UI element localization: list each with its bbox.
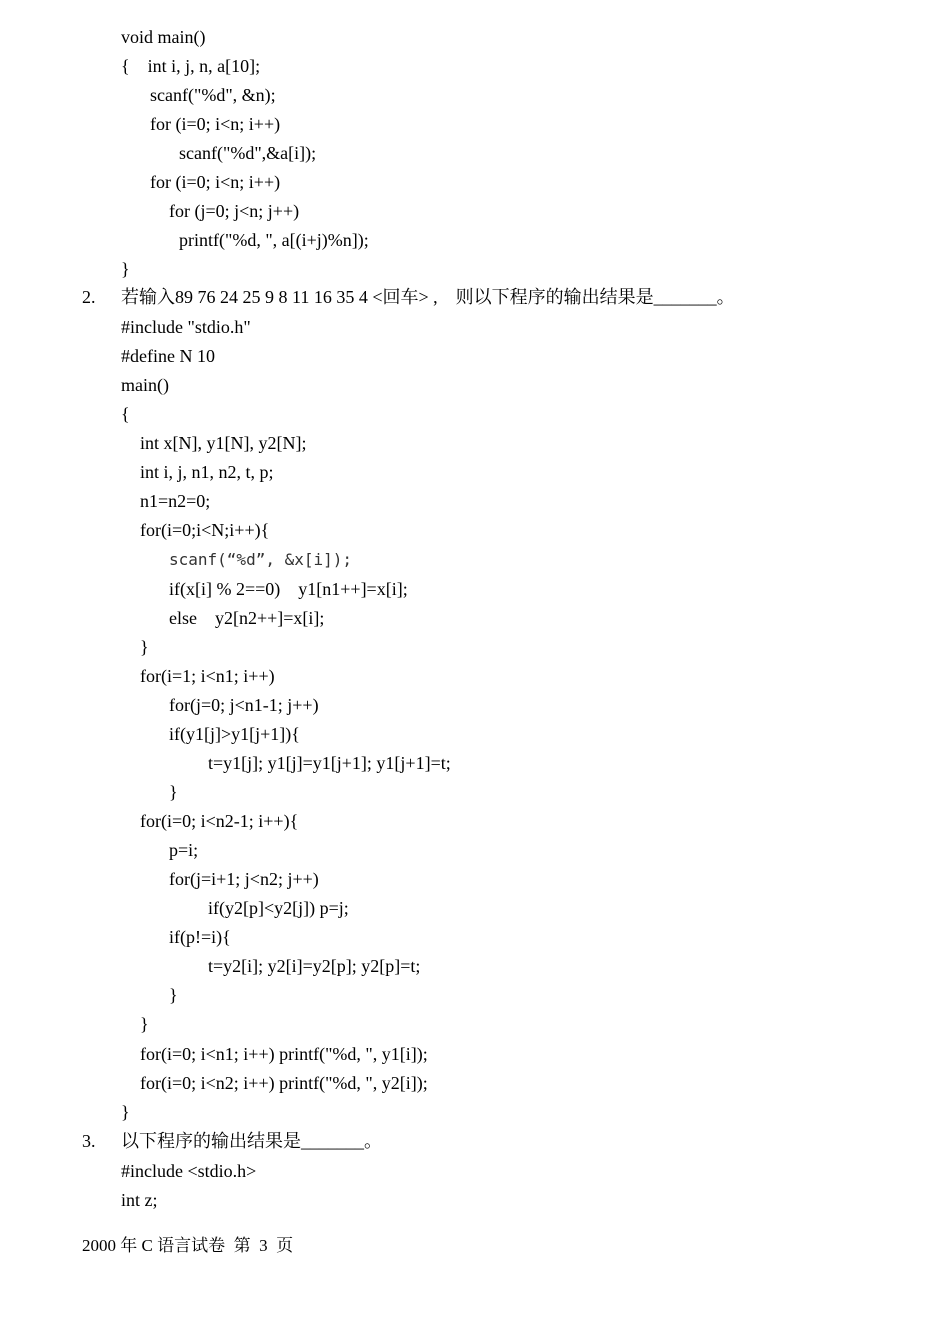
code-line: for(i=0; i<n2-1; i++){ [140,811,299,831]
code-line: } [121,259,130,279]
code-line: scanf("%d",&a[i]); [179,143,317,163]
code-line: } [140,1014,149,1034]
code-line: if(y2[p]<y2[j]) p=j; [208,898,349,918]
code-line: for(i=0;i<N;i++){ [140,520,270,540]
code-line: for (j=0; j<n; j++) [169,201,300,221]
code-line: #include <stdio.h> [121,1161,257,1181]
code-line: if(p!=i){ [169,927,231,947]
code-line: { int i, j, n, a[10]; [121,56,261,76]
code-line: for(i=0; i<n1; i++) printf("%d, ", y1[i]); [140,1044,428,1064]
code-line: else y2[n2++]=x[i]; [169,608,325,628]
code-line: t=y1[j]; y1[j]=y1[j+1]; y1[j+1]=t; [208,753,451,773]
code-line: printf("%d, ", a[(i+j)%n]); [179,230,369,250]
code-line: } [121,1102,130,1122]
question-text: 若输入89 76 24 25 9 8 11 16 35 4 <回车> , 则以下程序的输出结果是_______。 [121,287,735,307]
code-line: } [169,782,178,802]
code-line: scanf(“%d”, &x[i]); [169,550,353,569]
code-line: for(j=0; j<n1-1; j++) [169,695,319,715]
code-line: if(y1[j]>y1[j+1]){ [169,724,300,744]
code-line: int x[N], y1[N], y2[N]; [140,433,307,453]
code-line: for (i=0; i<n; i++) [150,172,281,192]
page-footer: 2000 年 C 语言试卷 第 3 页 [82,1236,294,1255]
question-text: 以下程序的输出结果是_______。 [121,1131,382,1151]
code-line: int i, j, n1, n2, t, p; [140,462,274,482]
code-line: p=i; [169,840,199,860]
code-line: { [121,404,130,424]
code-line: #define N 10 [121,346,215,366]
code-line: #include "stdio.h" [121,317,251,337]
code-line: int z; [121,1190,158,1210]
code-line: t=y2[i]; y2[i]=y2[p]; y2[p]=t; [208,956,421,976]
code-line: for(i=1; i<n1; i++) [140,666,275,686]
code-line: n1=n2=0; [140,491,211,511]
code-line: } [169,985,178,1005]
code-line: for (i=0; i<n; i++) [150,114,281,134]
code-line: for(i=0; i<n2; i++) printf("%d, ", y2[i]); [140,1073,428,1093]
question-number: 3. [82,1131,96,1151]
code-line: } [140,637,149,657]
code-line: if(x[i] % 2==0) y1[n1++]=x[i]; [169,579,408,599]
code-line: scanf("%d", &n); [150,85,276,105]
code-line: main() [121,375,169,395]
code-line: void main() [121,27,206,47]
question-number: 2. [82,287,96,307]
code-line: for(j=i+1; j<n2; j++) [169,869,319,889]
